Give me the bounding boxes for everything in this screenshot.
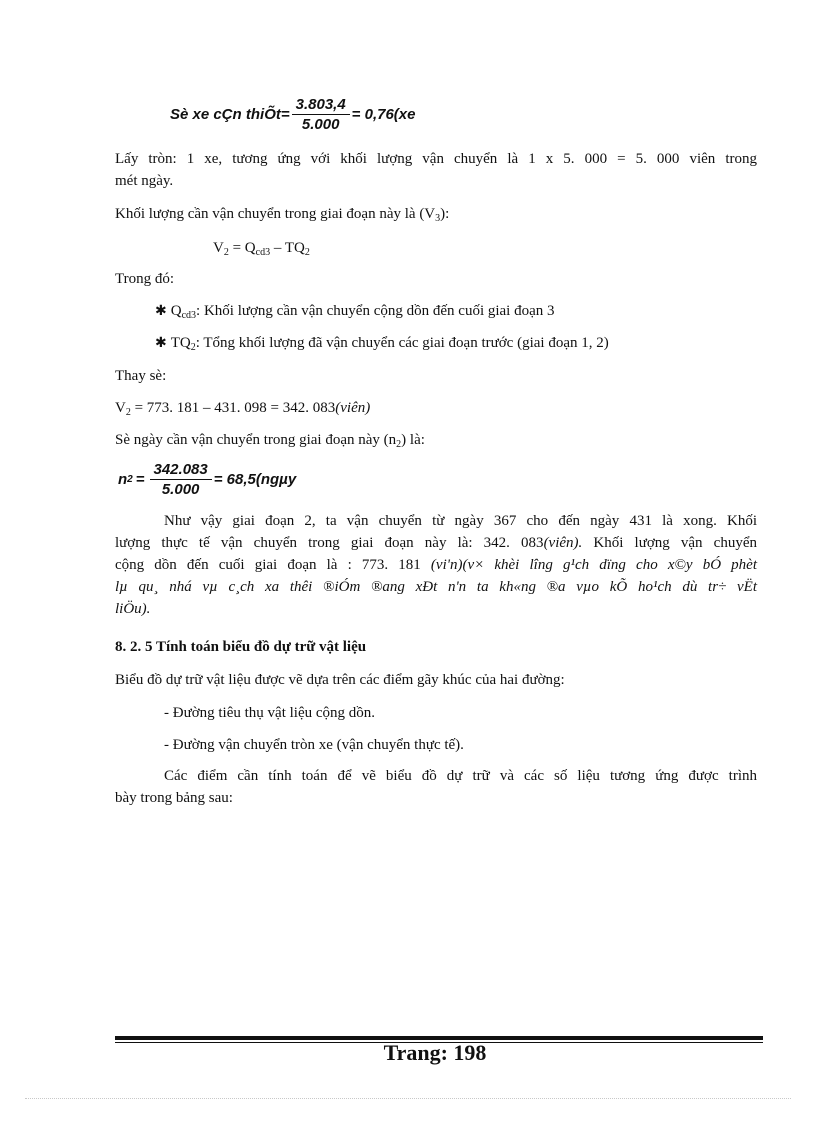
formula-rhs: = 68,5(ngµy: [213, 471, 297, 488]
text-line: liÖu).: [115, 601, 151, 617]
text: = 773. 181 – 431. 098 = 342. 083: [130, 400, 336, 416]
section-heading: 8. 2. 5 Tính toán biểu đồ dự trữ vật liệu: [115, 639, 367, 655]
text: : Khối lượng cần vận chuyển cộng dồn đến cuối giai đoạn 3: [196, 303, 555, 319]
text: – TQ: [270, 240, 305, 256]
subscript: 2: [125, 407, 131, 418]
numerator: 342.083: [150, 461, 212, 480]
subscript: 2: [304, 247, 310, 258]
text: Sè ngày cần vận chuyển trong giai đoạn này (n: [115, 432, 397, 448]
text-line: Như vậy giai đoạn 2, ta vận chuyển từ ngày 367 cho đến ngày 431 là xong. Khối: [164, 513, 757, 529]
text: Khối lượng vận chuyển: [582, 535, 757, 551]
formula-lhs: n: [118, 471, 128, 488]
list-item-consumption: - Đường tiêu thụ vật liệu cộng dồn.: [164, 705, 376, 721]
formula-lhs: Sè xe cÇn thiÕt: [170, 106, 281, 123]
text-line: Các điểm cần tính toán để vẽ biểu đồ dự trữ và các số liệu tương ứng được trình: [164, 768, 757, 784]
text: cộng dồn đến cuối giai đoạn là : 773. 181: [115, 557, 431, 573]
fraction: [150, 461, 212, 498]
denominator: 5.000: [161, 481, 200, 498]
subscript: 3: [435, 213, 441, 224]
paragraph-chart-intro: Biểu đồ dự trữ vật liệu được vẽ dựa trên các điểm gãy khúc của hai đường:: [115, 672, 565, 688]
text: Khối lượng cần vận chuyển trong giai đoạn này là (V: [115, 206, 436, 222]
text-line: lµ qu¸ nhá vµ c¸ch xa thêi ®iÓm ®ang xÐt n'n ta kh«ng ®a vµo kÕ ho¹ch dù tr÷ vËt: [115, 579, 757, 595]
paragraph-table-intro: [115, 765, 757, 809]
equals-sign: =: [135, 471, 145, 488]
page-number: Trang: 198: [383, 1040, 487, 1065]
subscript: 2: [190, 342, 196, 353]
subscript: 2: [223, 247, 229, 258]
text-line: mét ngày.: [115, 173, 174, 189]
text: ):: [440, 206, 450, 222]
text-line: bày trong bảng sau:: [115, 790, 233, 806]
text: TQ: [170, 335, 191, 351]
text-line: Lấy tròn: 1 xe, tương ứng với khối lượng vận chuyển là 1 x 5. 000 = 5. 000 viên trong: [115, 151, 757, 167]
paragraph-volume-intro: [115, 203, 449, 230]
bullet-item-tq2: [155, 332, 609, 359]
paragraph-days-intro: [115, 429, 425, 456]
text: Q: [170, 303, 182, 319]
text: V: [213, 240, 224, 256]
text: lượng thực tế vận chuyển trong giai đoạn này là: 342. 083: [115, 535, 544, 551]
label-where: Trong đó:: [115, 271, 175, 287]
subscript: cd3: [181, 310, 197, 321]
equals-sign: =: [280, 106, 290, 123]
unit: (viên): [335, 400, 371, 416]
list-item-transport: - Đường vận chuyển tròn xe (vận chuyển thực tế).: [164, 737, 464, 753]
paragraph-rounding: [115, 148, 757, 192]
formula-vehicle-count: [170, 96, 415, 133]
subscript: 2: [127, 474, 133, 485]
text: = Q: [228, 240, 256, 256]
denominator: 5.000: [301, 116, 340, 133]
text: ) là:: [401, 432, 425, 448]
label-substitute: Thay sè:: [115, 368, 167, 384]
asterisk-bullet-icon: ✱: [155, 303, 167, 319]
formula-rhs: = 0,76(xe: [351, 106, 416, 123]
equation-v2: [213, 237, 310, 264]
text-line: [115, 532, 757, 554]
equation-v2-values: [115, 397, 370, 424]
text: : Tổng khối lượng đã vận chuyển các giai đoạn trước (giai đoạn 1, 2): [195, 335, 609, 351]
text-line: [115, 554, 757, 576]
subscript: cd3: [255, 247, 271, 258]
numerator: 3.803,4: [292, 96, 350, 115]
fraction: [292, 96, 350, 133]
subscript: 2: [396, 439, 402, 450]
bullet-item-qcd3: [155, 300, 555, 327]
page-border-bottom: [25, 1098, 791, 1099]
text: V: [115, 400, 126, 416]
formula-days: [118, 461, 296, 498]
text: (viên).: [543, 535, 583, 551]
asterisk-bullet-icon: ✱: [155, 335, 167, 351]
text: (vi'n)(v× khèi lîng g¹ch dïng cho x©y bÓ phèt: [430, 557, 757, 573]
paragraph-stage-summary: [115, 510, 757, 620]
